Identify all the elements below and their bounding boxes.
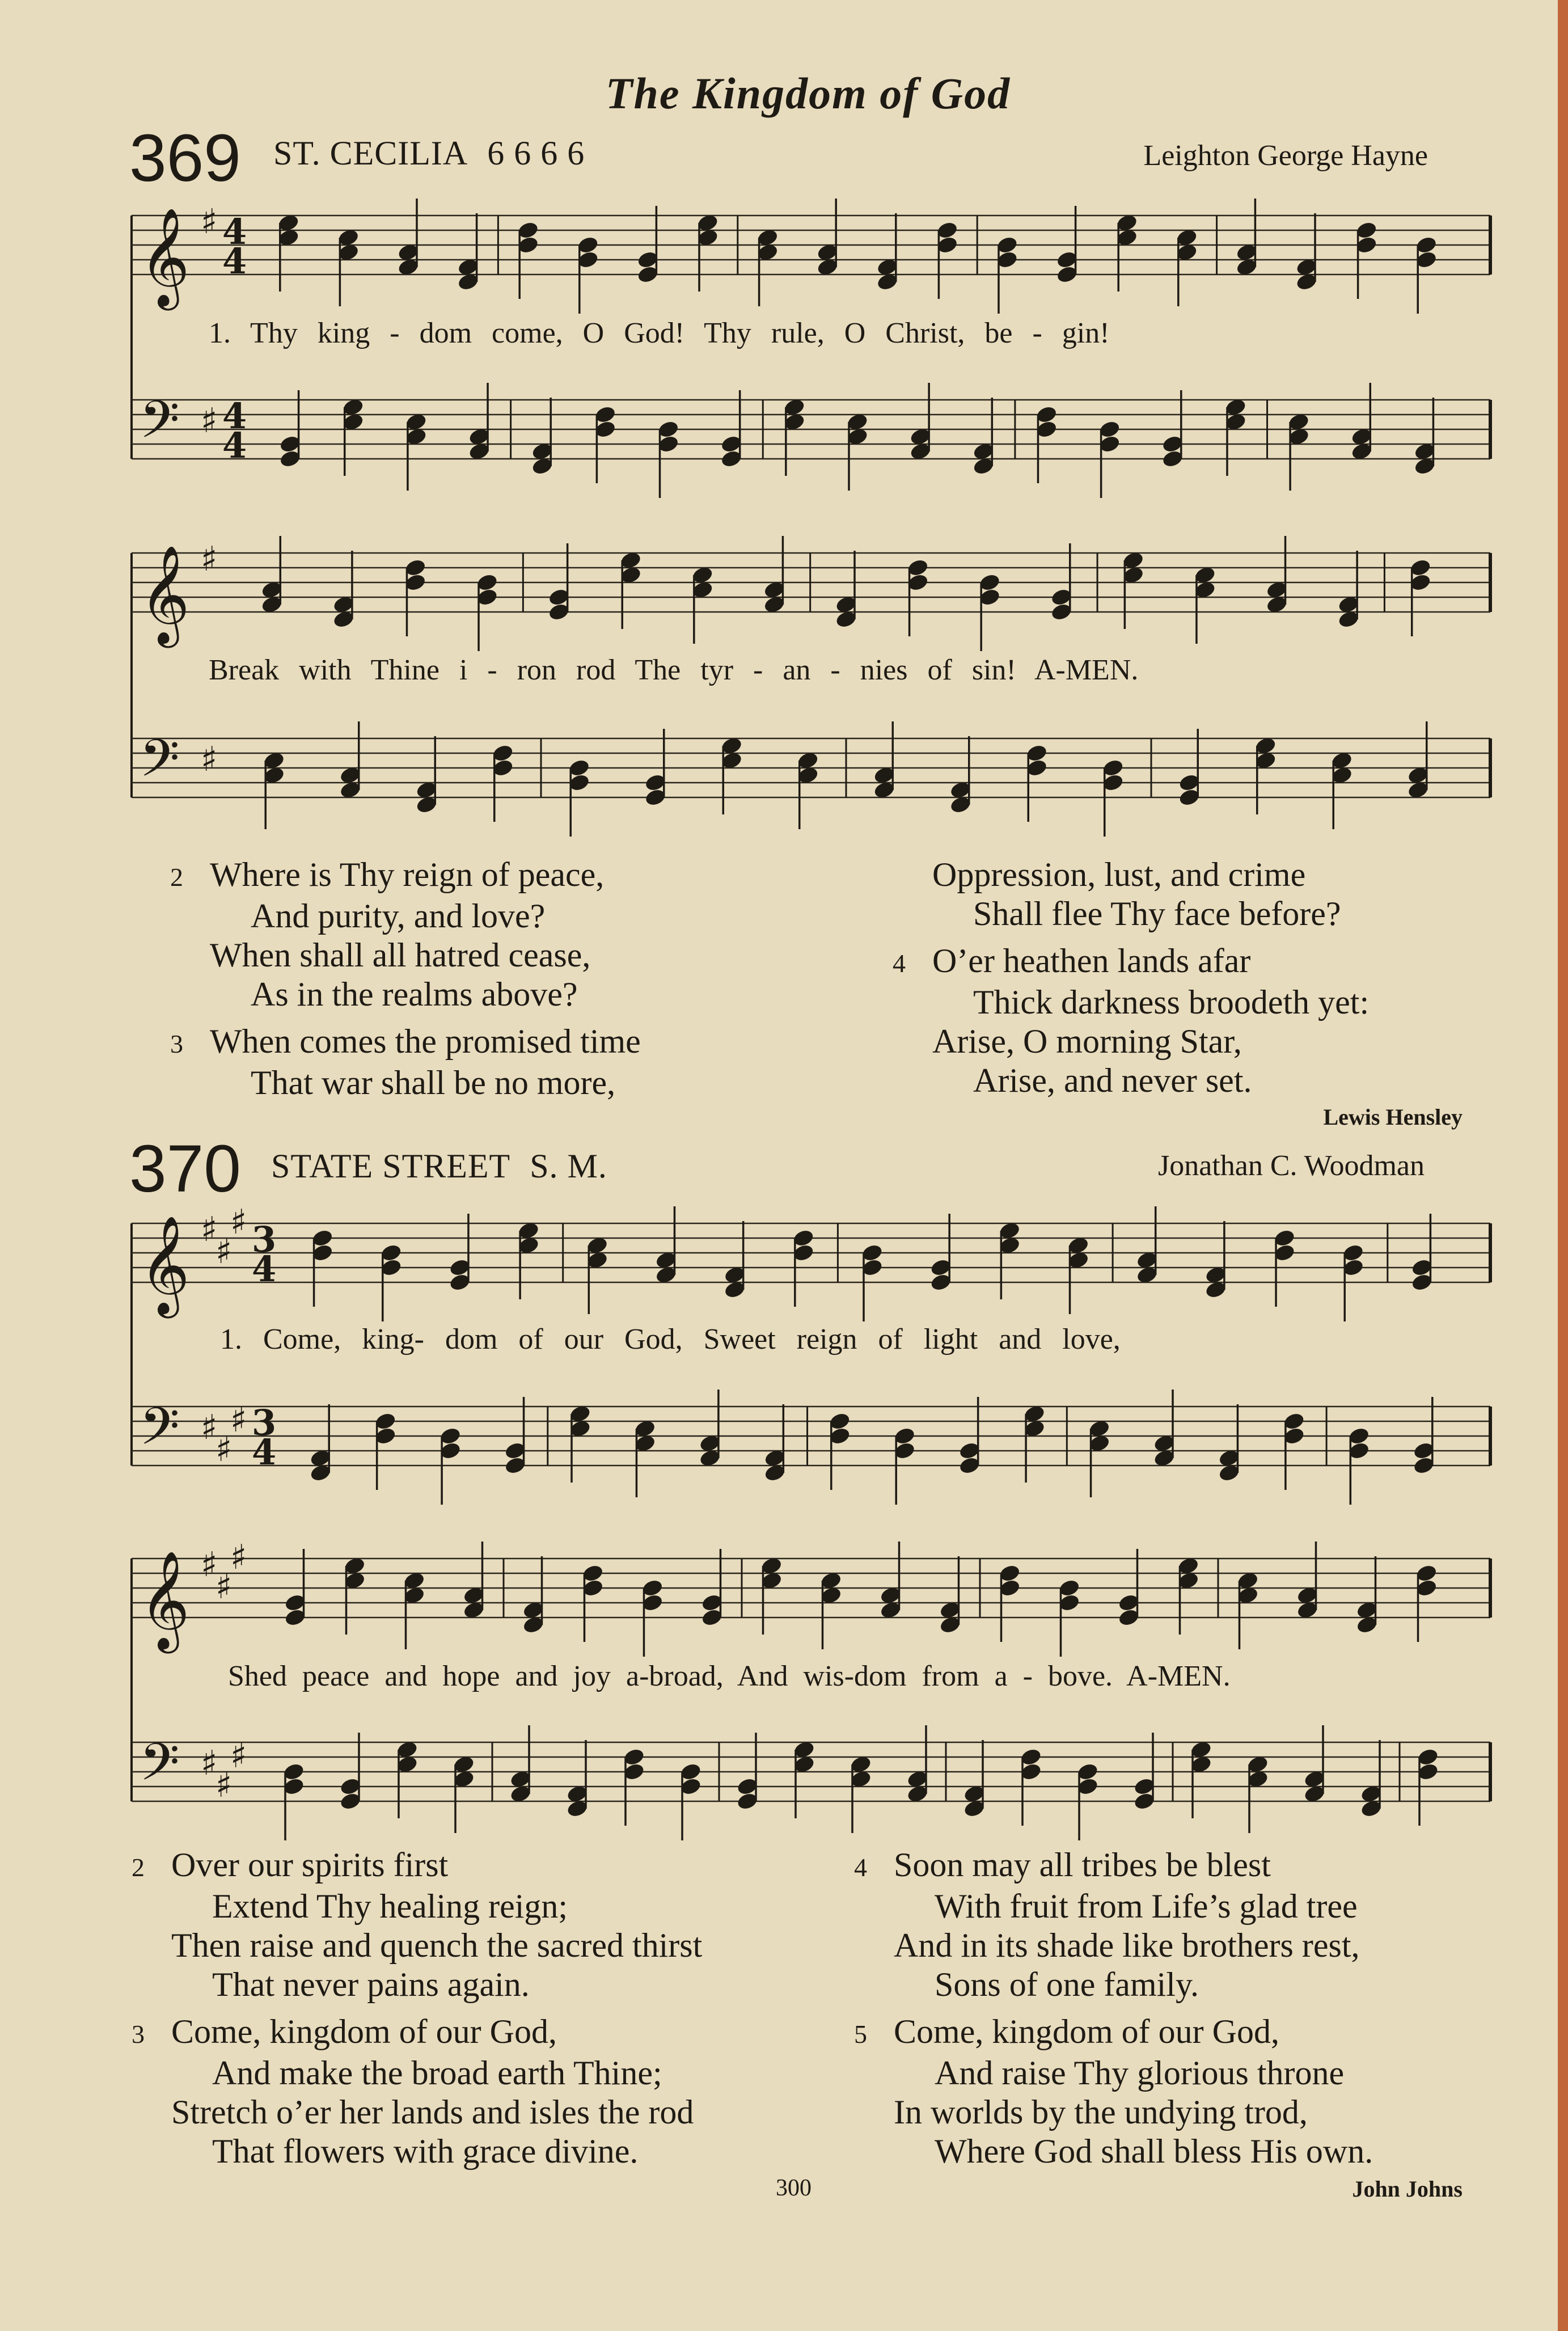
sharp-sign-icon: ♯ (230, 1736, 247, 1776)
verse-line: In worlds by the undying trod, (894, 2093, 1308, 2131)
verse-line: Shall flee Thy face before? (973, 895, 1341, 932)
sharp-sign-icon: ♯ (215, 1766, 233, 1805)
sharp-sign-icon: ♯ (201, 1210, 218, 1249)
sharp-sign-icon: ♯ (215, 1430, 233, 1469)
sharp-sign-icon: ♯ (201, 740, 218, 779)
verse-line: Arise, O morning Star, (932, 1023, 1242, 1060)
composer-370: Jonathan C. Woodman (1157, 1150, 1425, 1182)
verse-number: 4 (854, 1853, 867, 1882)
sharp-sign-icon: ♯ (215, 1567, 233, 1607)
verse-line: Come, kingdom of our God, (171, 2013, 557, 2050)
verse-line: Extend Thy healing reign; (212, 1887, 568, 1925)
verse-number: 2 (132, 1853, 145, 1882)
time-signature-top: 4 (222, 395, 247, 437)
verse-block-369-right (893, 855, 1369, 1100)
lyric-line-370-2: Shed peace and hope and joy a-broad, And wis-dom from a - bove. A-MEN. (228, 1660, 1231, 1692)
time-signature-top: 4 (222, 211, 247, 252)
time-signature-top: 3 (252, 1402, 277, 1443)
verse-line: Where God shall bless His own. (935, 2132, 1373, 2170)
verse-block-370-left (132, 1846, 702, 2171)
author-370: John Johns (1352, 2176, 1463, 2202)
verse-line: Where is Thy reign of peace, (210, 856, 605, 893)
verse-line: Thick darkness broodeth yet: (973, 983, 1370, 1021)
treble-clef-icon: 𝄞 (140, 1551, 190, 1649)
verse-line: O’er heathen lands afar (932, 942, 1251, 979)
bass-clef-icon: 𝄢 (140, 390, 180, 462)
verse-number: 2 (170, 863, 183, 892)
verse-line: That flowers with grace divine. (212, 2132, 639, 2170)
author-369: Lewis Hensley (1323, 1104, 1463, 1130)
verse-line: Sons of one family. (935, 1966, 1199, 2003)
lyric-line-369-2: Break with Thine i - ron rod The tyr - an - nies of sin! A-MEN. (209, 654, 1139, 686)
verse-line: Over our spirits first (171, 1846, 449, 1884)
time-signature-bottom: 4 (222, 240, 247, 282)
tune-meter: 6 6 6 6 (487, 134, 585, 172)
sharp-sign-icon: ♯ (230, 1538, 247, 1577)
verse-line: Arise, and never set. (973, 1062, 1252, 1099)
tune-title: ST. CECILIA (273, 134, 468, 172)
sharp-sign-icon: ♯ (215, 1232, 233, 1272)
verse-line: Then raise and quench the sacred thirst (171, 1927, 703, 1964)
verse-line: And in its shade like brothers rest, (894, 1927, 1360, 1964)
tune-meter: S. M. (530, 1147, 607, 1185)
sharp-sign-icon: ♯ (201, 1743, 218, 1783)
verse-line: Soon may all tribes be blest (894, 1846, 1271, 1884)
verse-line: As in the realms above? (251, 976, 578, 1013)
verse-line: When shall all hatred cease, (210, 936, 591, 974)
time-signature-top: 3 (252, 1219, 277, 1260)
tune-title: STATE STREET (271, 1147, 511, 1185)
lyric-line-370-1: 1. Come, king- dom of our God, Sweet reign of light and love, (220, 1323, 1121, 1355)
verse-number: 5 (854, 2020, 867, 2049)
treble-clef-icon: 𝄞 (140, 1215, 190, 1314)
lyric-line-369-1: 1. Thy king - dom come, O God! Thy rule, O Christ, be - gin! (209, 317, 1110, 349)
verse-line: Come, kingdom of our God, (894, 2013, 1279, 2050)
composer-369: Leighton George Hayne (1143, 140, 1428, 172)
hymn-number-370: 370 (129, 1131, 241, 1206)
bass-clef-icon: 𝄢 (140, 728, 180, 801)
sharp-sign-icon: ♯ (201, 202, 218, 242)
verse-number: 3 (170, 1029, 183, 1058)
verse-line: That never pains again. (212, 1966, 530, 2003)
verse-line: Oppression, lust, and crime (932, 856, 1306, 893)
hymn-number-369: 369 (129, 121, 241, 196)
verse-line: And raise Thy glorious throne (935, 2054, 1345, 2092)
verse-number: 4 (893, 949, 906, 978)
verse-block-370-right (854, 1846, 1373, 2171)
time-signature-bottom: 4 (252, 1248, 277, 1290)
time-signature-bottom: 4 (222, 425, 247, 466)
verse-block-369-left (170, 855, 641, 1103)
bass-clef-icon: 𝄢 (140, 1396, 180, 1469)
sharp-sign-icon: ♯ (201, 1408, 218, 1447)
verse-line: With fruit from Life’s glad tree (935, 1887, 1358, 1925)
sharp-sign-icon: ♯ (201, 539, 218, 579)
bass-clef-icon: 𝄢 (140, 1732, 180, 1805)
verse-number: 3 (132, 2020, 145, 2049)
verse-line: And make the broad earth Thine; (212, 2054, 662, 2092)
sharp-sign-icon: ♯ (201, 401, 218, 441)
time-signature-bottom: 4 (252, 1431, 277, 1473)
verse-line: And purity, and love? (251, 897, 546, 935)
verse-line: When comes the promised time (210, 1023, 641, 1060)
verse-line: That war shall be no more, (251, 1064, 616, 1101)
treble-clef-icon: 𝄞 (140, 208, 190, 306)
treble-clef-icon: 𝄞 (140, 545, 190, 644)
sharp-sign-icon: ♯ (230, 1400, 247, 1440)
section-title: The Kingdom of God (605, 69, 1011, 118)
sharp-sign-icon: ♯ (230, 1202, 247, 1242)
tune-name-370 (271, 1147, 607, 1186)
verse-line: Stretch o’er her lands and isles the rod (171, 2093, 694, 2131)
page-number: 300 (776, 2175, 812, 2201)
sharp-sign-icon: ♯ (201, 1545, 218, 1585)
